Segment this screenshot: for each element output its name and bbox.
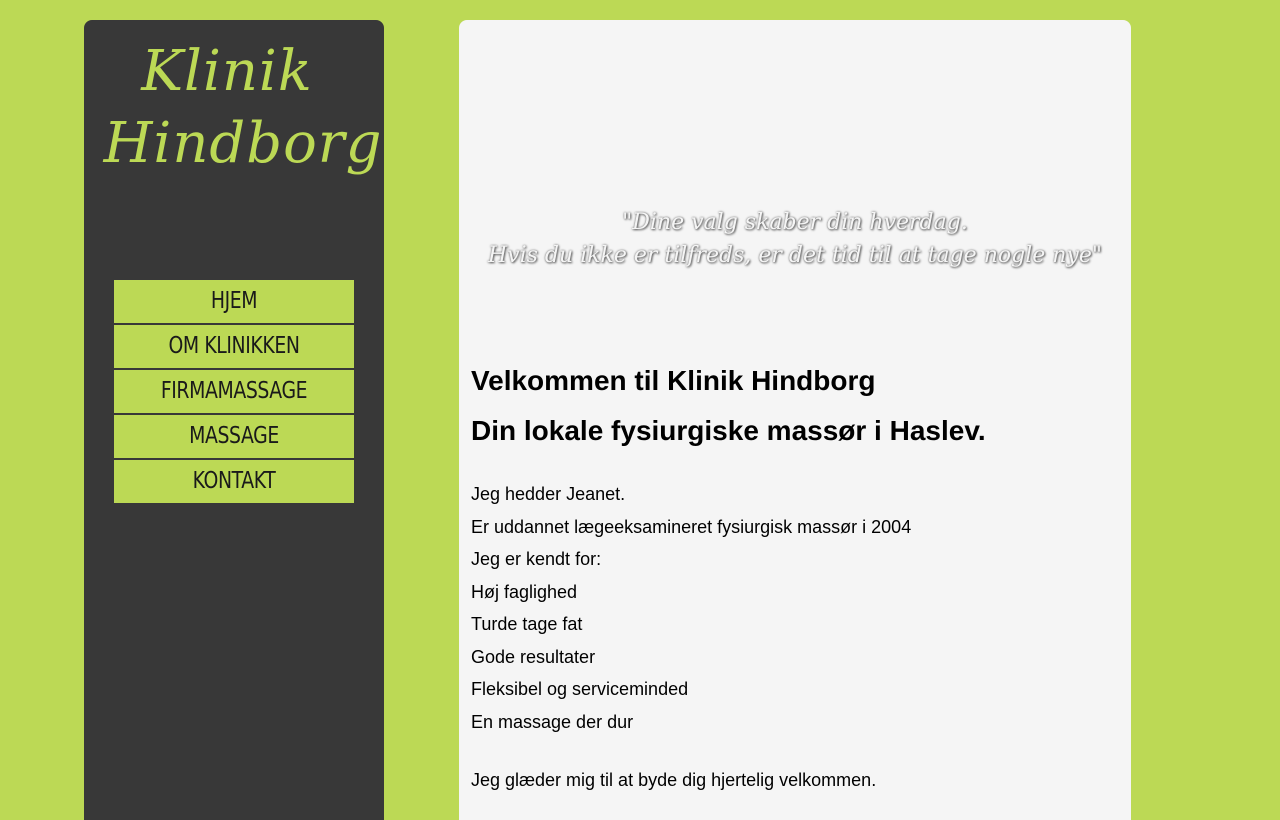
intro-line: Er uddannet lægeeksamineret fysiurgisk massør i 2004 xyxy=(471,516,912,537)
intro-text xyxy=(471,478,1111,797)
nav-item-label: HJEM xyxy=(210,288,258,314)
intro-line: Turde tage fat xyxy=(471,614,583,634)
quote-line-2: Hvis du ikke er tilfreds, er det tid til at tage nogle nye" xyxy=(488,243,1102,268)
nav-item-label: KONTAKT xyxy=(192,468,276,494)
nav-item-label: FIRMAMASSAGE xyxy=(160,378,308,404)
intro-line: Gode resultater xyxy=(471,646,596,667)
logo-line-2: Hindborg xyxy=(103,111,383,176)
spacer xyxy=(471,738,1111,764)
intro-line: Jeg hedder Jeanet. xyxy=(471,484,626,504)
page-subtitle: Din lokale fysiurgiske massør i Haslev. xyxy=(471,415,986,446)
intro-line: Fleksibel og serviceminded xyxy=(471,679,689,699)
page-title: Velkommen til Klinik Hindborg xyxy=(471,365,876,396)
hero-quote xyxy=(459,206,1131,272)
closing-line: Jeg glæder mig til at byde dig hjertelig velkommen. xyxy=(471,770,877,790)
quote-line-1: "Dine valg skaber din hverdag. xyxy=(622,210,968,235)
nav-item-label: OM KLINIKKEN xyxy=(168,333,300,359)
nav-item-om-klinikken[interactable] xyxy=(114,325,354,368)
logo-line-1: Klinik xyxy=(141,39,313,104)
intro-line: Høj faglighed xyxy=(471,581,578,602)
sidebar xyxy=(84,20,384,820)
nav-item-kontakt[interactable] xyxy=(114,460,354,503)
nav-item-hjem[interactable] xyxy=(114,280,354,323)
nav-item-massage[interactable] xyxy=(114,415,354,458)
main-content xyxy=(459,20,1131,820)
main-nav xyxy=(114,280,354,505)
intro-line: En massage der dur xyxy=(471,711,634,732)
welcome-section xyxy=(471,360,1111,797)
site-logo[interactable] xyxy=(84,36,384,180)
nav-item-label: MASSAGE xyxy=(189,423,279,449)
nav-item-firmamassage[interactable] xyxy=(114,370,354,413)
intro-line: Jeg er kendt for: xyxy=(471,549,602,569)
